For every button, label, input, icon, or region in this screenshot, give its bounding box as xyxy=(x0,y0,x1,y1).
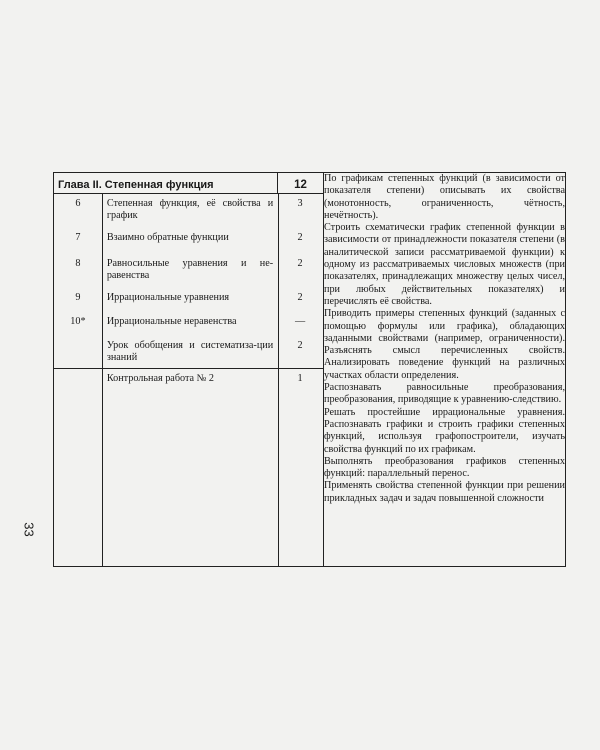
lesson-hours: 2 xyxy=(297,232,303,243)
activities-cell xyxy=(324,173,566,567)
lesson-number xyxy=(54,369,102,393)
activity-paragraph: Решать простейшие иррациональные уравнения. Распознавать графики и строить графики степенных функций, используя графопостроители, изучать свойства функций по их графикам. xyxy=(324,406,565,455)
lesson-topic: Урок обобщения и систематиза-ции знаний xyxy=(106,340,274,364)
lesson-number: 8 xyxy=(75,258,81,269)
lesson-row xyxy=(54,254,323,288)
lesson-number xyxy=(54,336,102,368)
activity-paragraph: По графикам степенных функций (в зависимости от показателя степени) описывать их свойства (монотонность, ограниченность, чётность, нечётность). xyxy=(324,173,565,221)
curriculum-table xyxy=(53,172,566,567)
chapter-header-row xyxy=(54,173,566,194)
lesson-hours: — xyxy=(294,316,306,327)
lesson-topic: Иррациональные неравенства xyxy=(106,316,237,327)
lesson-row-control xyxy=(54,368,323,393)
lesson-topic: Иррациональные уравнения xyxy=(106,292,230,303)
lesson-row xyxy=(54,228,323,254)
activity-paragraph: Приводить примеры степенных функций (заданных с помощью формулы или графика), обладающих заданными свойствами (например, ограниченности). Разъяснять смысл перечисленных свойств. Анализировать поведение функций на различных участках области определения. xyxy=(324,308,565,381)
activity-paragraph: Выполнять преобразования графиков степенных функций: параллельный перенос. xyxy=(324,455,565,480)
lesson-topic: Степенная функция, её свойства и график xyxy=(106,198,274,222)
lesson-number: 7 xyxy=(75,232,81,243)
lesson-hours: 2 xyxy=(297,292,303,303)
activity-paragraph: Строить схематически график степенной функции в зависимости от принадлежности показателя степени (в аналитической записи рассматриваемой функции) к одному из рассматриваемых числовых множеств (при показателях, принадлежащих множеству целых чисел, при любых действительных показателях) и перечислять её свойства. xyxy=(324,222,565,307)
activity-paragraph: Применять свойства степенной функции при решении прикладных задач и задач повышенной сложности xyxy=(324,480,565,504)
lesson-topic: Равносильные уравнения и не-равенства xyxy=(106,258,274,282)
lesson-topic: Контрольная работа № 2 xyxy=(106,373,214,384)
lesson-number: 6 xyxy=(75,198,81,209)
lesson-row xyxy=(54,194,323,228)
lesson-row xyxy=(54,312,323,336)
page-number: 33 xyxy=(21,522,37,537)
lesson-hours: 2 xyxy=(297,258,303,269)
lesson-row xyxy=(54,336,323,368)
lesson-topic: Взаимно обратные функции xyxy=(106,232,229,243)
activity-paragraph: Распознавать равносильные преобразования, преобразования, приводящие к уравнению-следствию. xyxy=(324,382,565,406)
chapter-hours: 12 xyxy=(294,179,307,191)
lesson-hours: 2 xyxy=(297,340,303,351)
lesson-row xyxy=(54,288,323,312)
lesson-number: 10* xyxy=(70,316,86,327)
lessons-grid xyxy=(54,194,323,566)
lesson-hours: 1 xyxy=(297,373,303,384)
lesson-number: 9 xyxy=(75,292,81,303)
lesson-hours: 3 xyxy=(297,198,303,209)
chapter-title: Глава II. Степенная функция xyxy=(58,179,214,191)
